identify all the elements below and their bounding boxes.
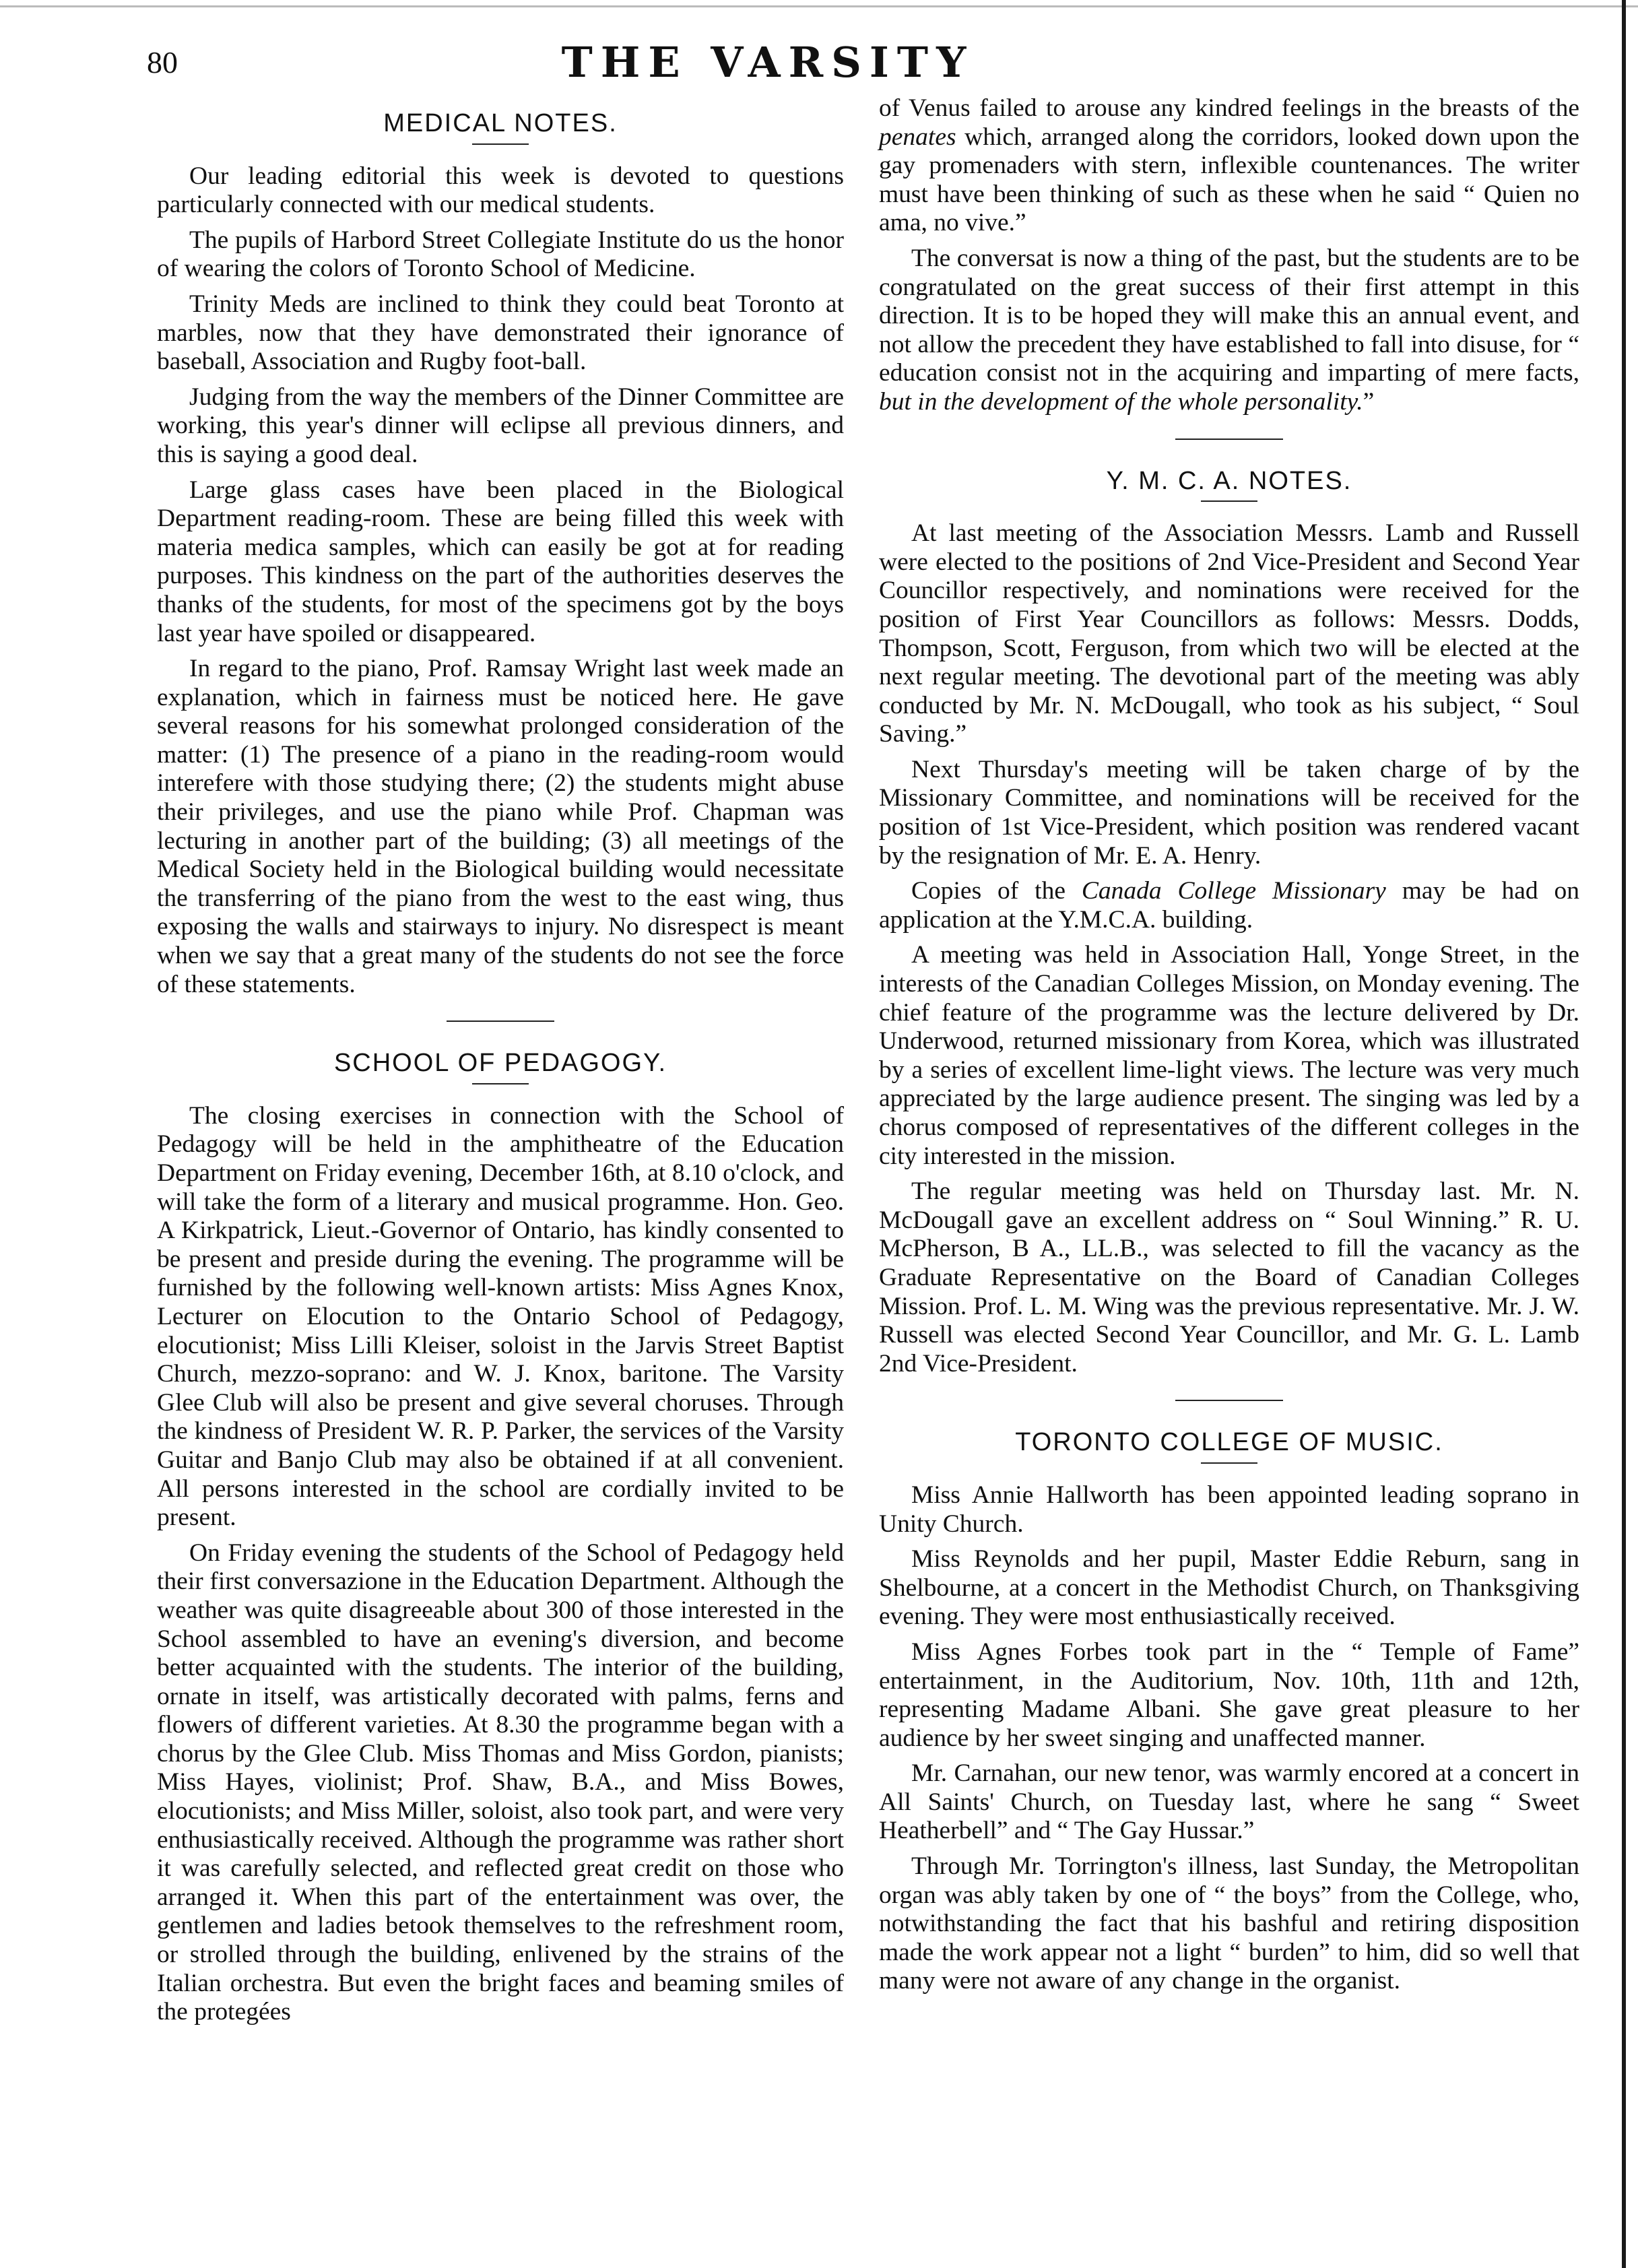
paragraph: Mr. Carnahan, our new tenor, was warmly encored at a concert in All Saints' Church, on Tuesday last, where he sang “ Sweet Heatherbell” and “ The Gay Hussar.” (879, 1759, 1579, 1845)
paragraph: In regard to the piano, Prof. Ramsay Wright last week made an explanation, which in fairness must be noticed here. He gave several reasons for his somewhat prolonged consideration of the matter: (1) The presence of a piano in the reading-room would interefere with those studying there; (2) the students might abuse their privileges, and use the piano while Prof. Chapman was lecturing in another part of the building; (3) all meetings of the Medical Society held in the Biological building would necessitate the transferring of the piano from the west to the east wing, thus exposing the walls and stairways to injury. No disrespect is meant when we say that a great many of the students do not see the force of these statements. (157, 655, 844, 998)
italic-text: Canada College Missionary (1081, 877, 1386, 905)
paragraph: Trinity Meds are inclined to think they could beat Toronto at marbles, now that they have demonstrated their ignorance of baseball, Association and Rugby foot-ball. (157, 290, 844, 376)
top-border-rule (0, 5, 1638, 7)
paragraph: A meeting was held in Association Hall, Yonge Street, in the interests of the Canadian Colleges Mission, on Monday evening. The chief feature of the programme was the lecture delivered by Dr. Underwood, returned missionary from Korea, which was illustrated by a series of excellent lime-light views. The lecture was very much appreciated by the large audience present. The singing was led by a chorus composed of representatives of the different colleges in the city interested in the mission. (879, 941, 1579, 1170)
paragraph: Miss Reynolds and her pupil, Master Eddie Reburn, sang in Shelbourne, at a concert in the Methodist Church, on Thanksgiving evening. They were most enthusiastically received. (879, 1545, 1579, 1631)
paragraph: At last meeting of the Association Messrs. Lamb and Russell were elected to the positions of 2nd Vice-President and Second Year Councillor respectively, and nominations were received for the position of First Year Councillors as follows: Messrs. Dodds, Thompson, Scott, Ferguson, from which two will be elected at the next regular meeting. The devotional part of the meeting was ably conducted by Mr. N. McDougall, who took as his subject, “ Soul Saving.” (879, 519, 1579, 748)
paragraph: The conversat is now a thing of the past, but the students are to be congratulated on the great success of their first attempt in this direction. It is to be hoped they will make this an annual event, and not allow the precedent they have established to fall into disuse, for “ education consist not in the acquiring and imparting of mere facts, but in the development of the whole personality.” (879, 244, 1579, 416)
section-heading-medical-notes: MEDICAL NOTES. (383, 109, 618, 137)
heading-rule (1201, 1462, 1257, 1464)
section-divider (1175, 1400, 1283, 1401)
masthead-title: THE VARSITY (561, 38, 975, 87)
page-edge-shadow (1622, 0, 1626, 2268)
paragraph: Miss Annie Hallworth has been appointed leading soprano in Unity Church. (879, 1481, 1579, 1538)
italic-text: penates (879, 123, 956, 151)
section-heading-toronto-college-of-music: TORONTO COLLEGE OF MUSIC. (1015, 1428, 1443, 1457)
section-heading-school-of-pedagogy: SCHOOL OF PEDAGOGY. (333, 1049, 667, 1078)
paragraph: Copies of the Canada College Missionary may be had on application at the Y.M.C.A. building. (879, 877, 1579, 934)
section-divider (1175, 439, 1283, 440)
paragraph: Our leading editorial this week is devoted to questions particularly connected with our medical students. (157, 162, 844, 219)
paragraph: The regular meeting was held on Thursday last. Mr. N. McDougall gave an excellent address on “ Soul Winning.” R. U. McPherson, B A., LL.B., was selected to fill the vacancy as the Graduate Representative on the Board of Canadian Colleges Mission. Prof. L. M. Wing was the previous representative. Mr. J. W. Russell was elected Second Year Councillor, and Mr. G. L. Lamb 2nd Vice-President. (879, 1177, 1579, 1378)
heading-rule (472, 143, 529, 145)
paragraph: The pupils of Harbord Street Collegiate Institute do us the honor of wearing the colors of Toronto School of Medicine. (157, 226, 844, 283)
paragraph: Next Thursday's meeting will be taken charge of by the Missionary Committee, and nominations will be received for the position of 1st Vice-President, which position was rendered vacant by the resignation of Mr. E. A. Henry. (879, 755, 1579, 870)
paragraph: Miss Agnes Forbes took part in the “ Temple of Fame” entertainment, in the Auditorium, Nov. 10th, 11th and 12th, representing Madame Albani. She gave great pleasure to her audience by her sweet singing and unaffected manner. (879, 1638, 1579, 1752)
left-column (157, 100, 844, 2034)
heading-rule (1201, 500, 1257, 502)
page-number: 80 (147, 45, 178, 79)
paragraph: Large glass cases have been placed in the Biological Department reading-room. These are being filled this week with materia medica samples, which can easily be got at for reading purposes. This kindness on the part of the authorities deserves the thanks of the students, for most of the specimens got by the boys last year have spoiled or disappeared. (157, 476, 844, 647)
section-divider (447, 1020, 554, 1022)
paragraph: Through Mr. Torrington's illness, last Sunday, the Metropolitan organ was ably taken by one of “ the boys” from the College, who, notwithstanding the fact that his bashful and retiring disposition made the work appear not a light “ burden” to him, did so well that many were not aware of any change in the organist. (879, 1852, 1579, 1995)
section-heading-ymca-notes: Y. M. C. A. NOTES. (1106, 466, 1352, 495)
paragraph: On Friday evening the students of the School of Pedagogy held their first conversazione in the Education Department. Although the weather was quite disagreeable about 300 of those interested in the School assembled to have an evening's diversion, and become better acquainted with the students. The interior of the building, ornate in itself, was artistically decorated with palms, ferns and flowers of different varieties. At 8.30 the programme began with a chorus by the Glee Club. Miss Thomas and Miss Gordon, pianists; Miss Hayes, violinist; Prof. Shaw, B.A., and Miss Bowes, elocutionists; and Miss Miller, soloist, also took part, and were very enthusiastically received. Although the programme was rather short it was carefully selected, and reflected great credit on those who arranged it. When this part of the entertainment was over, the gentlemen and ladies betook themselves to the refreshment room, or strolled through the building, enlivened by the strains of the Italian orchestra. But even the bright faces and beaming smiles of the protegées (157, 1538, 844, 2026)
italic-text: but in the development of the whole personality. (879, 387, 1363, 416)
paragraph-continued: of Venus failed to arouse any kindred feelings in the breasts of the penates which, arranged along the corridors, looked down upon the gay promenaders with stern, inflexible countenances. The writer must have been thinking of such as these when he said “ Quien no ama, no vive.” (879, 94, 1579, 237)
right-column (879, 94, 1579, 2003)
paragraph: Judging from the way the members of the Dinner Committee are working, this year's dinner will eclipse all previous dinners, and this is saying a good deal. (157, 383, 844, 468)
heading-rule (472, 1083, 529, 1084)
paragraph: The closing exercises in connection with the School of Pedagogy will be held in the amphitheatre of the Education Department on Friday evening, December 16th, at 8.10 o'clock, and will take the form of a literary and musical programme. Hon. Geo. A Kirkpatrick, Lieut.-Governor of Ontario, has kindly consented to be present and preside during the evening. The programme will be furnished by the following well-known artists: Miss Agnes Knox, Lecturer on Elocution to the Ontario School of Pedagogy, elocutionist; Miss Lilli Kleiser, soloist in the Jarvis Street Baptist Church, mezzo-soprano: and W. J. Knox, baritone. The Varsity Glee Club will also be present and give several choruses. Through the kindness of President W. R. P. Parker, the services of the Varsity Guitar and Banjo Club may also be obtained if at all convenient. All persons interested in the school are cordially invited to be present. (157, 1101, 844, 1532)
